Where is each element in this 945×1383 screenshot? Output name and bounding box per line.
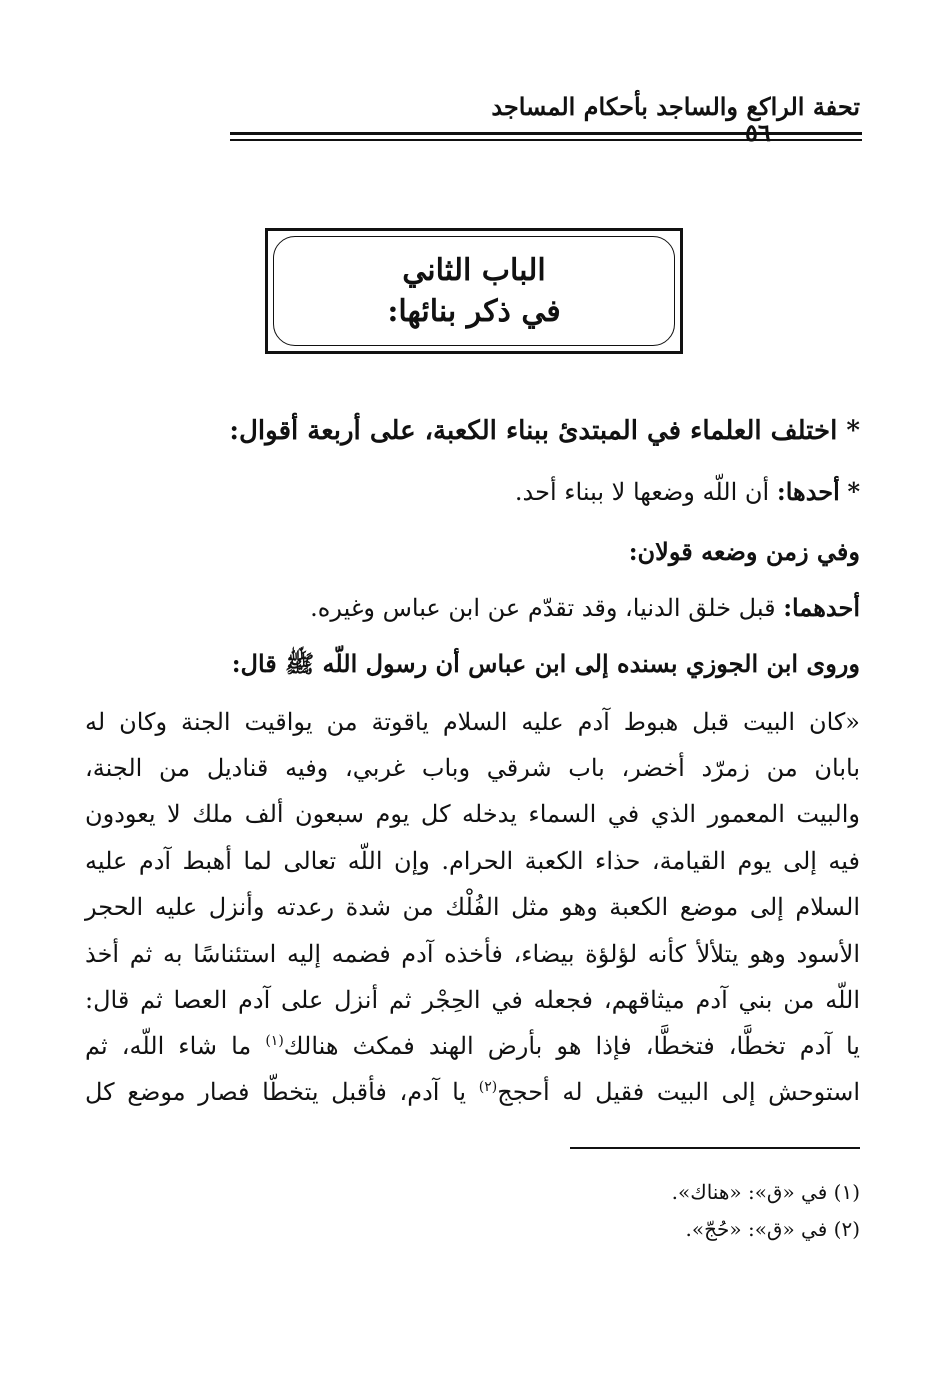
chapter-title-box bbox=[265, 228, 683, 354]
first-opinion-line bbox=[514, 477, 860, 506]
first-of-two-label: أحدهما: bbox=[783, 593, 860, 622]
paragraph-text: يا آدم تخطَّا، فتخطَّا، فإذا هو بأرض الهند فمكث هنالك bbox=[283, 1032, 860, 1060]
footnote-ref: (١) bbox=[265, 1033, 284, 1049]
chapter-subtitle: في ذكر بنائها: bbox=[387, 294, 561, 329]
paragraph-text: يا آدم، فأقبل يتخطّا فصار موضع كل bbox=[85, 1078, 479, 1106]
chapter-title-frame bbox=[273, 236, 675, 346]
chapter-title: الباب الثاني bbox=[402, 253, 546, 288]
running-header-title: تحفة الراكع والساجد بأحكام المساجد bbox=[491, 92, 860, 121]
bullet-star: * bbox=[846, 416, 860, 446]
paragraph-text: ما شاء اللّه، ثم bbox=[85, 1032, 266, 1060]
first-of-two-text: قبل خلق الدنيا، وقد تقدّم عن ابن عباس وغيره. bbox=[310, 594, 776, 622]
footnote-ref: (٢) bbox=[478, 1079, 498, 1095]
paragraph-text: استوحش إلى البيت فقيل له أحجج bbox=[497, 1078, 861, 1106]
page-number-rule bbox=[802, 128, 862, 146]
footnote: (١) في «ق»: «هناك». bbox=[671, 1180, 860, 1204]
page-number: ٥٦ bbox=[745, 118, 771, 147]
first-opinion-text: أن اللّه وضعها لا ببناء أحد. bbox=[514, 478, 770, 506]
first-of-two-line bbox=[310, 593, 860, 622]
time-heading: وفي زمن وضعه قولان: bbox=[628, 537, 860, 566]
paragraph-line bbox=[85, 1034, 860, 1058]
paragraph-line bbox=[85, 1080, 860, 1104]
paragraph-line: والبيت المعمور الذي في السماء يدخله كل يوم سبعون ألف ملك لا يعودون bbox=[85, 800, 860, 828]
footnote: (٢) في «ق»: «حُجّ». bbox=[685, 1217, 860, 1241]
paragraph-line: «كان البيت قبل هبوط آدم عليه السلام ياقوتة من يواقيت الجنة وكان له bbox=[85, 708, 860, 736]
intro-heading bbox=[229, 418, 860, 444]
narration-heading: وروى ابن الجوزي بسنده إلى ابن عباس أن رسول اللّه ﷺ قال: bbox=[231, 649, 860, 678]
first-opinion-label: أحدها: bbox=[776, 477, 840, 506]
paragraph-line: بابان من زمرّد أخضر، باب شرقي وباب غربي، وفيه قناديل من الجنة، bbox=[85, 754, 860, 782]
paragraph-line: الأسود وهو يتلألأ كأنه لؤلؤة بيضاء، فأخذه آدم فضمه إليه استئناسًا به ثم أخذ bbox=[85, 940, 860, 968]
bullet-star: * bbox=[847, 477, 860, 506]
intro-text: اختلف العلماء في المبتدئ ببناء الكعبة، على أربعة أقوال: bbox=[229, 416, 838, 446]
footnote-separator bbox=[570, 1147, 860, 1149]
paragraph-line: اللّه من بني آدم ميثاقهم، فجعله في الحِجْر ثم أنزل على آدم العصا ثم قال: bbox=[85, 986, 860, 1014]
paragraph-line: فيه إلى يوم القيامة، حذاء الكعبة الحرام. وإن اللّه تعالى لما أهبط آدم عليه bbox=[85, 847, 860, 875]
paragraph-line: السلام إلى موضع الكعبة وهو مثل الفُلْك من شدة رعدته وأنزل عليه الحجر bbox=[85, 893, 860, 921]
